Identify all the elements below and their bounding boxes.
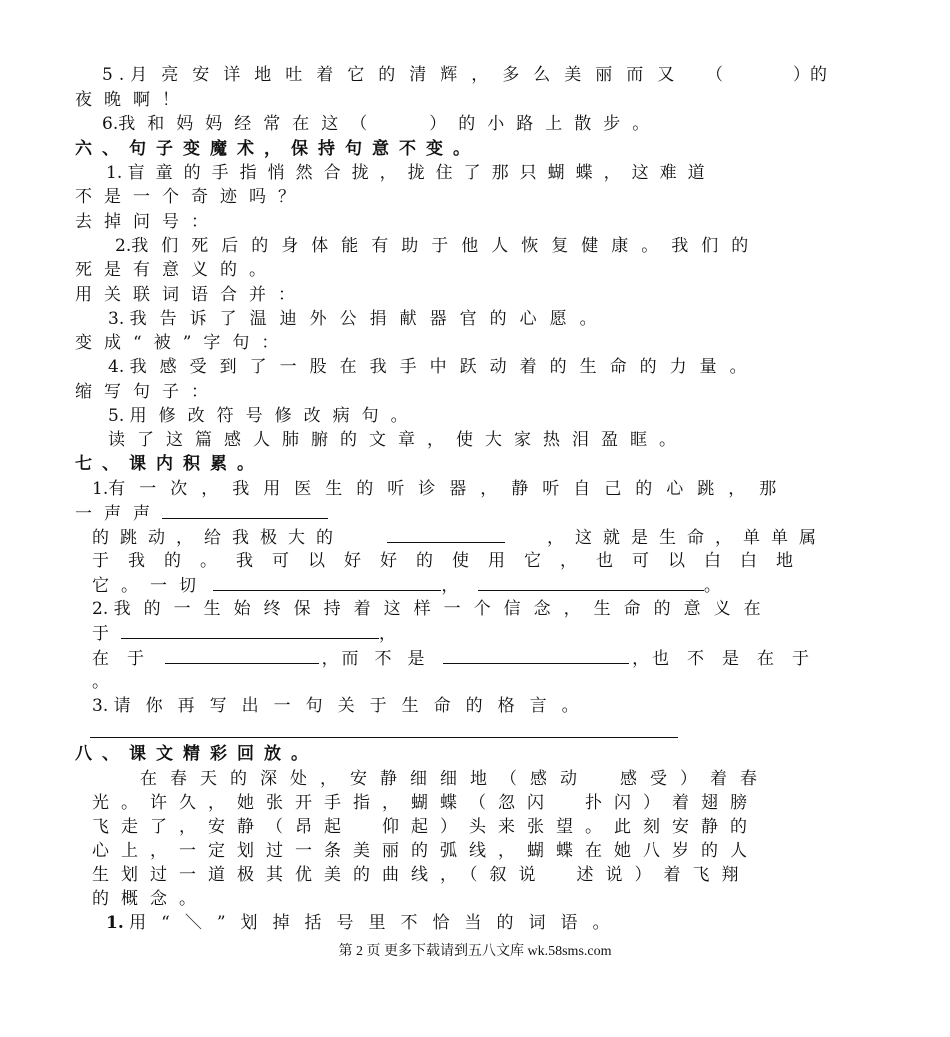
exercise-line bbox=[92, 525, 827, 549]
passage-text: 光。许久，她张开手指，蝴蝶（忽闪 扑闪）着翅膀 bbox=[92, 793, 759, 813]
exercise-line bbox=[102, 63, 827, 87]
passage-text: 在春天的深处，安静细细地（感动 感受）着春 bbox=[140, 769, 770, 789]
item-number: 5. bbox=[102, 65, 131, 85]
item-number: 5. bbox=[108, 406, 125, 426]
sentence-text: 于我的。我可以好好的使用它，也可以白白地 bbox=[92, 551, 812, 571]
sentence-text: 它。一切 bbox=[92, 576, 208, 596]
sentence-text: 在于 bbox=[92, 649, 162, 669]
exercise-line bbox=[106, 161, 827, 185]
passage-text: 飞走了，安静（昂起 仰起）头来张望。此刻安静的 bbox=[92, 817, 759, 837]
punctuation: ， bbox=[441, 576, 459, 596]
sentence-text: 我告诉了温迪外公捐献器官的心愿。 bbox=[129, 309, 610, 329]
item-number: 3. bbox=[92, 696, 109, 716]
sentence-text: 而不是 bbox=[341, 649, 441, 669]
instruction-label: 缩写句子： bbox=[75, 382, 220, 402]
exercise-line bbox=[92, 477, 827, 501]
sentence-text: 请你再写出一句关于生命的格言。 bbox=[113, 696, 594, 716]
sentence-text: 用“＼”划掉括号里不恰当的词语。 bbox=[129, 913, 625, 933]
answer-blank[interactable] bbox=[213, 573, 441, 591]
sentence-text: 我感受到了一股在我手中跃动着的生命的力量。 bbox=[129, 357, 760, 377]
punctuation: 。 bbox=[92, 672, 109, 692]
answer-blank[interactable] bbox=[90, 737, 678, 738]
answer-blank[interactable] bbox=[165, 646, 319, 664]
passage-line bbox=[92, 791, 827, 815]
section-heading: 八、课文精彩回放。 bbox=[75, 744, 318, 764]
passage-text: 心上，一定划过一条美丽的弧线，蝴蝶在她八岁的人 bbox=[92, 841, 759, 861]
sentence-text: ）的小路上散步。 bbox=[429, 114, 662, 134]
sentence-text: 盲童的手指悄然合拢，拢住了那只蝴蝶，这难道 bbox=[127, 163, 716, 183]
sentence-text: 夜晚啊！ bbox=[75, 90, 191, 110]
sentence-text: 于 bbox=[92, 624, 121, 644]
sentence-text: 的跳动，给我极大的 bbox=[92, 528, 344, 548]
answer-blank[interactable] bbox=[121, 621, 379, 639]
item-number: 6. bbox=[102, 114, 119, 134]
answer-blank[interactable] bbox=[443, 646, 629, 664]
sentence-text: 我的一生始终保持着这样一个信念，生命的意义在 bbox=[113, 599, 774, 619]
item-number: 1. bbox=[106, 913, 124, 933]
instruction-label: 变成“被”字句： bbox=[75, 333, 291, 353]
exercise-line bbox=[108, 307, 950, 331]
item-number: 1. bbox=[92, 479, 109, 499]
exercise-line bbox=[92, 573, 950, 597]
sentence-text: 死是有意义的。 bbox=[75, 260, 278, 280]
punctuation: ， bbox=[632, 649, 650, 669]
answer-blank[interactable] bbox=[478, 573, 704, 591]
section-heading: 六、句子变魔术，保持句意不变。 bbox=[75, 139, 480, 159]
item-number: 2. bbox=[115, 236, 132, 256]
exercise-line bbox=[92, 694, 950, 718]
item-number: 3. bbox=[108, 309, 125, 329]
item-number: 1. bbox=[106, 163, 123, 183]
sentence-text: 一声声 bbox=[75, 504, 162, 524]
passage-line bbox=[92, 863, 827, 887]
sentence-text: 用修改符号修改病句。 bbox=[129, 406, 420, 426]
instruction-label: 用关联词语合并： bbox=[75, 285, 307, 305]
exercise-line bbox=[92, 549, 827, 573]
exercise-line bbox=[102, 112, 950, 136]
sentence-text: 不是一个奇迹吗？ bbox=[75, 187, 307, 207]
passage-line bbox=[92, 839, 827, 863]
passage-text: 的概念。 bbox=[92, 889, 208, 909]
exercise-line bbox=[92, 646, 827, 670]
sentence-text: 我和妈妈经常在这 bbox=[118, 114, 351, 134]
item-number: 2. bbox=[92, 599, 109, 619]
answer-blank[interactable] bbox=[387, 525, 505, 543]
exercise-line bbox=[75, 501, 950, 525]
passage-line bbox=[140, 767, 827, 791]
sentence-text: 我们死后的身体能有助于他人恢复健康。我们的 bbox=[131, 236, 762, 256]
sentence-text: ，这就是生命，单单属 bbox=[547, 528, 827, 548]
passage-line bbox=[92, 815, 827, 839]
sentence-text: 有一次，我用医生的听诊器，静听自己的心跳，那 bbox=[108, 479, 791, 499]
section-heading: 七、课内积累。 bbox=[75, 454, 264, 474]
sentence-text: 月亮安详地吐着它的清辉，多么美丽而又 bbox=[130, 65, 689, 85]
exercise-line bbox=[92, 621, 950, 645]
exercise-line bbox=[106, 911, 950, 935]
instruction-label: 去掉问号： bbox=[75, 212, 220, 232]
punctuation: 。 bbox=[703, 576, 721, 596]
open-paren: （ bbox=[706, 65, 723, 85]
open-paren: （ bbox=[350, 114, 368, 134]
exercise-line bbox=[108, 404, 950, 428]
page-footer: 第 2 页 更多下载请到五八文库 wk.58sms.com bbox=[338, 944, 612, 959]
punctuation: ， bbox=[321, 649, 339, 669]
sentence-text: 也不是在于 bbox=[651, 649, 827, 669]
answer-blank[interactable] bbox=[162, 501, 328, 519]
exercise-line bbox=[108, 355, 950, 379]
sentence-text: 读了这篇感人肺腑的文章，使大家热泪盈眶。 bbox=[108, 430, 688, 450]
item-number: 4. bbox=[108, 357, 125, 377]
exercise-line bbox=[92, 597, 827, 621]
punctuation: ， bbox=[379, 624, 396, 644]
passage-text: 生划过一道极其优美的曲线，（叙说 述说）着飞翔 bbox=[92, 865, 751, 885]
sentence-text: ）的 bbox=[793, 65, 827, 85]
exercise-line bbox=[115, 234, 950, 258]
